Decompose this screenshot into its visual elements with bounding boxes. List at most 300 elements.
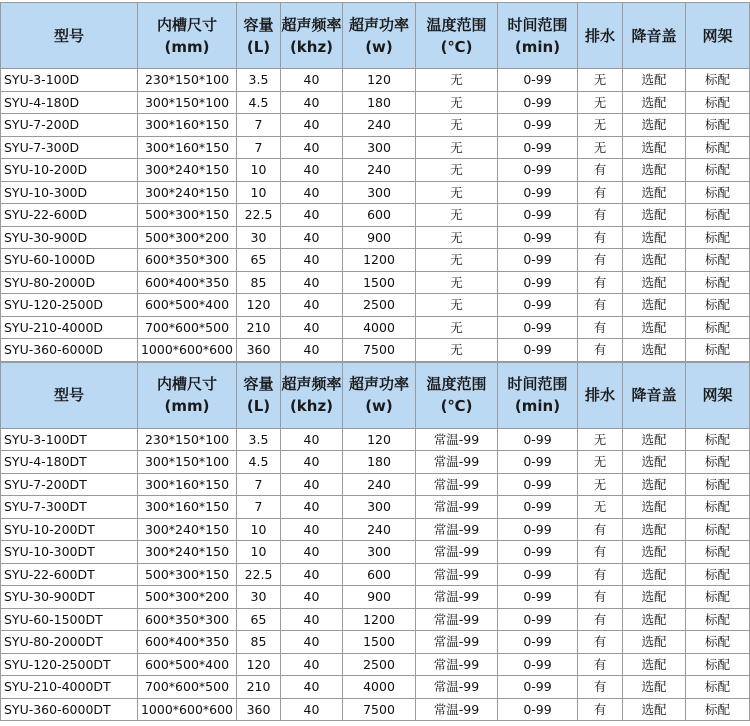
cell-frequency: 40 [281,586,343,609]
cell-power: 120 [343,69,416,92]
table-row [1,676,750,699]
column-header-rack [686,3,750,69]
cell-rack: 标配 [686,698,750,721]
cell-inner-size: 600*400*350 [138,271,237,294]
cell-rack: 标配 [686,518,750,541]
cell-power: 600 [343,563,416,586]
cell-time: 0-99 [498,271,578,294]
cell-power: 240 [343,473,416,496]
cell-frequency: 40 [281,316,343,339]
cell-drain: 无 [578,114,623,137]
column-header-unit: (khz) [289,37,334,56]
table-row [1,586,750,609]
cell-capacity: 85 [237,271,281,294]
cell-frequency: 40 [281,698,343,721]
table-header-row [1,3,750,69]
cell-inner-size: 600*500*400 [138,294,237,317]
table-row [1,136,750,159]
cell-rack: 标配 [686,339,750,362]
column-header-title: 排水 [584,386,615,404]
cell-rack: 标配 [686,428,750,451]
cell-power: 2500 [343,294,416,317]
cell-model: SYU-4-180DT [1,451,138,474]
cell-power: 300 [343,541,416,564]
table-row [1,631,750,654]
cell-drain: 有 [578,653,623,676]
cell-lid: 选配 [623,204,686,227]
column-header-frequency [281,3,343,69]
column-header-title: 时间范围 [507,15,568,34]
cell-capacity: 4.5 [237,451,281,474]
column-header-unit: (w) [365,37,393,56]
column-header-title: 型号 [53,26,84,45]
cell-time: 0-99 [498,586,578,609]
cell-inner-size: 300*240*150 [138,541,237,564]
cell-model: SYU-30-900D [1,226,138,249]
cell-lid: 选配 [623,608,686,631]
column-header-unit: (mm) [164,37,210,56]
column-header-title: 型号 [53,386,84,404]
table-row [1,114,750,137]
cell-time: 0-99 [498,249,578,272]
column-header-power [343,3,416,69]
cell-drain: 有 [578,631,623,654]
cell-time: 0-99 [498,653,578,676]
cell-frequency: 40 [281,473,343,496]
cell-time: 0-99 [498,631,578,654]
cell-time: 0-99 [498,181,578,204]
cell-rack: 标配 [686,451,750,474]
cell-capacity: 7 [237,473,281,496]
column-header-title: 内槽尺寸 [156,15,217,34]
cell-time: 0-99 [498,204,578,227]
cell-model: SYU-360-6000DT [1,698,138,721]
cell-frequency: 40 [281,631,343,654]
cell-capacity: 210 [237,676,281,699]
cell-rack: 标配 [686,676,750,699]
cell-capacity: 10 [237,181,281,204]
column-header-unit: (℃) [440,397,473,415]
cell-temperature: 常温-99 [416,473,498,496]
cell-lid: 选配 [623,181,686,204]
table-row [1,563,750,586]
cell-rack: 标配 [686,294,750,317]
cell-drain: 无 [578,136,623,159]
cell-lid: 选配 [623,631,686,654]
cell-drain: 有 [578,339,623,362]
cell-drain: 有 [578,226,623,249]
cell-inner-size: 500*300*150 [138,563,237,586]
cell-capacity: 210 [237,316,281,339]
cell-lid: 选配 [623,136,686,159]
column-header-power [343,362,416,428]
cell-time: 0-99 [498,496,578,519]
column-header-title: 超声频率 [281,375,342,393]
cell-frequency: 40 [281,518,343,541]
cell-inner-size: 230*150*100 [138,69,237,92]
column-header-title: 内槽尺寸 [156,375,217,393]
table-row [1,698,750,721]
table-row [1,518,750,541]
table-row [1,496,750,519]
cell-model: SYU-210-4000D [1,316,138,339]
cell-capacity: 85 [237,631,281,654]
cell-time: 0-99 [498,91,578,114]
spec-table-heated [0,362,750,722]
column-header-unit: (℃) [440,37,473,56]
cell-temperature: 无 [416,271,498,294]
cell-temperature: 常温-99 [416,451,498,474]
cell-model: SYU-10-300D [1,181,138,204]
cell-power: 7500 [343,698,416,721]
cell-rack: 标配 [686,271,750,294]
cell-temperature: 无 [416,91,498,114]
cell-drain: 无 [578,496,623,519]
cell-temperature: 无 [416,204,498,227]
cell-temperature: 无 [416,69,498,92]
cell-frequency: 40 [281,676,343,699]
cell-model: SYU-80-2000D [1,271,138,294]
cell-inner-size: 600*350*300 [138,249,237,272]
cell-frequency: 40 [281,159,343,182]
cell-inner-size: 600*350*300 [138,608,237,631]
cell-frequency: 40 [281,271,343,294]
column-header-title: 排水 [584,26,615,45]
cell-model: SYU-60-1000D [1,249,138,272]
column-header-inner-size [138,3,237,69]
cell-frequency: 40 [281,339,343,362]
cell-frequency: 40 [281,608,343,631]
column-header-title: 温度范围 [426,15,487,34]
cell-inner-size: 600*500*400 [138,653,237,676]
cell-capacity: 30 [237,226,281,249]
column-header-title: 时间范围 [507,375,568,393]
cell-temperature: 常温-99 [416,428,498,451]
column-header-model [1,362,138,428]
cell-model: SYU-7-200D [1,114,138,137]
table-body [1,69,750,362]
cell-temperature: 无 [416,181,498,204]
cell-capacity: 30 [237,586,281,609]
table-row [1,316,750,339]
cell-lid: 选配 [623,91,686,114]
cell-rack: 标配 [686,653,750,676]
cell-capacity: 10 [237,518,281,541]
cell-time: 0-99 [498,69,578,92]
table-row [1,204,750,227]
cell-power: 300 [343,181,416,204]
cell-temperature: 无 [416,316,498,339]
cell-capacity: 360 [237,698,281,721]
cell-frequency: 40 [281,653,343,676]
cell-temperature: 常温-99 [416,653,498,676]
column-header-lid [623,3,686,69]
cell-model: SYU-22-600DT [1,563,138,586]
cell-capacity: 3.5 [237,428,281,451]
cell-temperature: 常温-99 [416,541,498,564]
cell-time: 0-99 [498,676,578,699]
cell-rack: 标配 [686,249,750,272]
cell-rack: 标配 [686,91,750,114]
cell-model: SYU-4-180D [1,91,138,114]
cell-drain: 有 [578,316,623,339]
column-header-title: 网架 [702,26,733,45]
cell-inner-size: 300*160*150 [138,136,237,159]
cell-lid: 选配 [623,69,686,92]
cell-temperature: 常温-99 [416,631,498,654]
cell-time: 0-99 [498,294,578,317]
cell-power: 2500 [343,653,416,676]
cell-drain: 有 [578,204,623,227]
cell-power: 1500 [343,631,416,654]
column-header-model [1,3,138,69]
cell-inner-size: 300*240*150 [138,181,237,204]
cell-inner-size: 700*600*500 [138,316,237,339]
cell-inner-size: 500*300*150 [138,204,237,227]
cell-power: 120 [343,428,416,451]
cell-time: 0-99 [498,339,578,362]
cell-lid: 选配 [623,541,686,564]
cell-power: 900 [343,226,416,249]
cell-drain: 有 [578,676,623,699]
cell-rack: 标配 [686,631,750,654]
cell-lid: 选配 [623,518,686,541]
cell-lid: 选配 [623,473,686,496]
column-header-unit: (khz) [289,397,334,415]
cell-model: SYU-3-100DT [1,428,138,451]
cell-model: SYU-210-4000DT [1,676,138,699]
cell-time: 0-99 [498,541,578,564]
cell-model: SYU-7-300D [1,136,138,159]
table-row [1,451,750,474]
cell-model: SYU-360-6000D [1,339,138,362]
cell-temperature: 无 [416,159,498,182]
cell-lid: 选配 [623,563,686,586]
table-row [1,181,750,204]
cell-model: SYU-10-200DT [1,518,138,541]
cell-capacity: 120 [237,653,281,676]
cell-frequency: 40 [281,496,343,519]
cell-temperature: 常温-99 [416,608,498,631]
cell-temperature: 常温-99 [416,676,498,699]
table-row [1,339,750,362]
cell-time: 0-99 [498,608,578,631]
table-row [1,226,750,249]
cell-time: 0-99 [498,698,578,721]
cell-drain: 有 [578,159,623,182]
column-header-lid [623,362,686,428]
cell-frequency: 40 [281,91,343,114]
cell-drain: 无 [578,91,623,114]
cell-drain: 有 [578,271,623,294]
cell-drain: 有 [578,563,623,586]
cell-model: SYU-7-200DT [1,473,138,496]
cell-inner-size: 300*240*150 [138,518,237,541]
column-header-title: 超声功率 [348,375,409,393]
column-header-title: 温度范围 [426,375,487,393]
cell-lid: 选配 [623,226,686,249]
cell-frequency: 40 [281,136,343,159]
cell-inner-size: 300*150*100 [138,451,237,474]
cell-rack: 标配 [686,159,750,182]
cell-drain: 无 [578,428,623,451]
column-header-title: 超声频率 [281,15,342,34]
cell-time: 0-99 [498,136,578,159]
cell-frequency: 40 [281,249,343,272]
cell-lid: 选配 [623,114,686,137]
cell-lid: 选配 [623,698,686,721]
column-header-frequency [281,362,343,428]
table-row [1,69,750,92]
spec-table-standard [0,2,750,362]
table-row [1,473,750,496]
column-header-drain [578,3,623,69]
column-header-title: 容量 [243,15,274,34]
cell-power: 900 [343,586,416,609]
cell-lid: 选配 [623,294,686,317]
cell-frequency: 40 [281,69,343,92]
cell-temperature: 无 [416,226,498,249]
cell-time: 0-99 [498,451,578,474]
column-header-temperature [416,3,498,69]
cell-time: 0-99 [498,226,578,249]
cell-lid: 选配 [623,271,686,294]
cell-model: SYU-60-1500DT [1,608,138,631]
cell-power: 300 [343,136,416,159]
cell-rack: 标配 [686,586,750,609]
cell-temperature: 无 [416,249,498,272]
cell-rack: 标配 [686,316,750,339]
cell-capacity: 10 [237,159,281,182]
cell-power: 1500 [343,271,416,294]
cell-rack: 标配 [686,563,750,586]
cell-lid: 选配 [623,339,686,362]
cell-lid: 选配 [623,428,686,451]
column-header-unit: (L) [246,37,271,56]
cell-rack: 标配 [686,608,750,631]
cell-inner-size: 1000*600*600 [138,339,237,362]
cell-lid: 选配 [623,653,686,676]
column-header-title: 网架 [702,386,733,404]
cell-power: 300 [343,496,416,519]
cell-rack: 标配 [686,226,750,249]
cell-temperature: 常温-99 [416,698,498,721]
cell-frequency: 40 [281,181,343,204]
column-header-rack [686,362,750,428]
table-row [1,541,750,564]
cell-lid: 选配 [623,159,686,182]
cell-inner-size: 300*160*150 [138,114,237,137]
cell-frequency: 40 [281,114,343,137]
cell-drain: 有 [578,541,623,564]
column-header-title: 降音盖 [631,26,677,45]
cell-time: 0-99 [498,316,578,339]
cell-temperature: 无 [416,339,498,362]
cell-time: 0-99 [498,473,578,496]
cell-power: 7500 [343,339,416,362]
cell-model: SYU-10-300DT [1,541,138,564]
cell-model: SYU-7-300DT [1,496,138,519]
cell-power: 180 [343,91,416,114]
cell-rack: 标配 [686,541,750,564]
cell-power: 180 [343,451,416,474]
cell-capacity: 10 [237,541,281,564]
cell-drain: 无 [578,69,623,92]
cell-lid: 选配 [623,676,686,699]
cell-drain: 有 [578,586,623,609]
cell-model: SYU-30-900DT [1,586,138,609]
cell-drain: 无 [578,473,623,496]
cell-rack: 标配 [686,114,750,137]
cell-time: 0-99 [498,114,578,137]
cell-frequency: 40 [281,294,343,317]
column-header-title: 超声功率 [348,15,409,34]
cell-time: 0-99 [498,428,578,451]
cell-drain: 有 [578,518,623,541]
cell-capacity: 22.5 [237,563,281,586]
cell-capacity: 3.5 [237,69,281,92]
column-header-unit: (min) [514,37,561,56]
column-header-time [498,362,578,428]
column-header-capacity [237,362,281,428]
cell-capacity: 65 [237,608,281,631]
cell-inner-size: 300*240*150 [138,159,237,182]
cell-capacity: 7 [237,136,281,159]
cell-power: 240 [343,518,416,541]
column-header-unit: (L) [246,397,271,415]
cell-temperature: 无 [416,114,498,137]
cell-rack: 标配 [686,136,750,159]
cell-temperature: 常温-99 [416,496,498,519]
cell-power: 1200 [343,249,416,272]
column-header-time [498,3,578,69]
cell-frequency: 40 [281,541,343,564]
column-header-title: 容量 [243,375,274,393]
table-row [1,159,750,182]
cell-capacity: 7 [237,496,281,519]
cell-inner-size: 300*150*100 [138,91,237,114]
cell-time: 0-99 [498,159,578,182]
table-row [1,249,750,272]
table-row [1,91,750,114]
cell-capacity: 120 [237,294,281,317]
cell-inner-size: 300*160*150 [138,496,237,519]
cell-power: 4000 [343,676,416,699]
cell-model: SYU-10-200D [1,159,138,182]
cell-rack: 标配 [686,181,750,204]
cell-temperature: 常温-99 [416,518,498,541]
cell-inner-size: 600*400*350 [138,631,237,654]
cell-model: SYU-120-2500D [1,294,138,317]
column-header-inner-size [138,362,237,428]
cell-temperature: 常温-99 [416,586,498,609]
cell-inner-size: 700*600*500 [138,676,237,699]
table-row [1,608,750,631]
cell-lid: 选配 [623,496,686,519]
cell-lid: 选配 [623,316,686,339]
cell-power: 240 [343,114,416,137]
table-row [1,428,750,451]
cell-frequency: 40 [281,204,343,227]
cell-drain: 有 [578,181,623,204]
cell-capacity: 65 [237,249,281,272]
cell-inner-size: 230*150*100 [138,428,237,451]
column-header-capacity [237,3,281,69]
cell-inner-size: 300*160*150 [138,473,237,496]
cell-inner-size: 500*300*200 [138,226,237,249]
table-row [1,294,750,317]
cell-power: 1200 [343,608,416,631]
